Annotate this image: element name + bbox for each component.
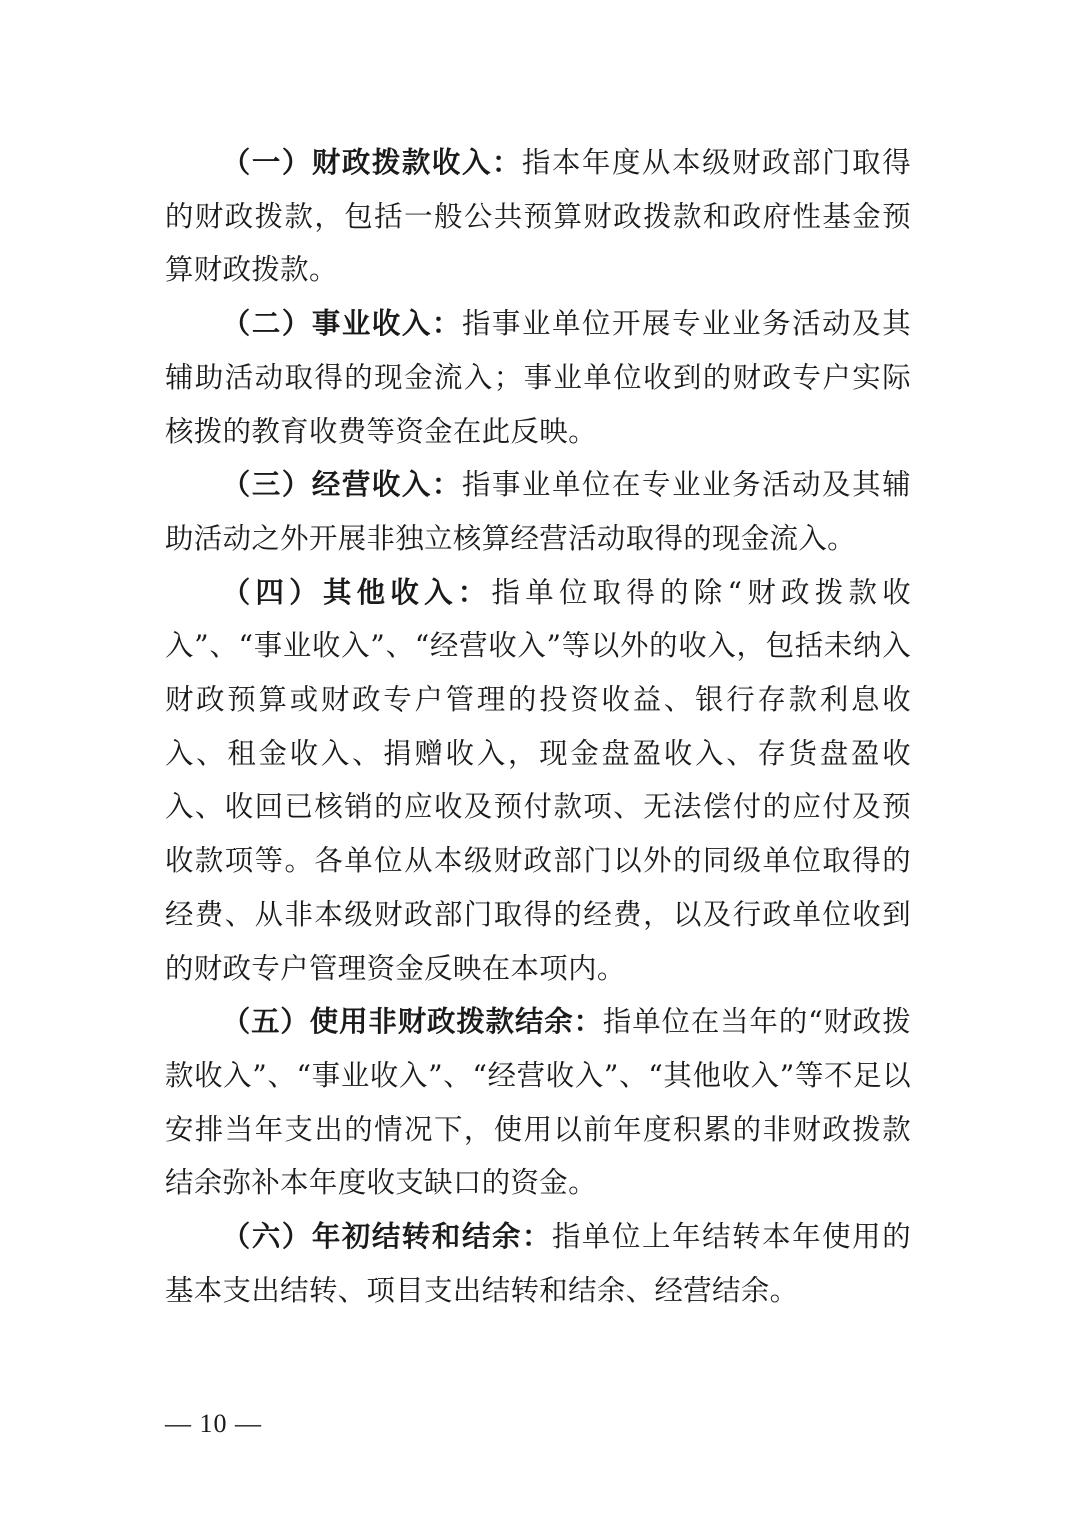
paragraph-5: [165, 995, 911, 1210]
paragraph-heading: （二）事业收入：: [221, 307, 462, 341]
paragraph-2: [165, 297, 911, 458]
paragraph-text: 指单位上年结转本年使用的基本支出结转、项目支出结转和结余、经营结余。: [165, 1220, 911, 1307]
paragraph-heading: （六）年初结转和结余：: [221, 1220, 552, 1254]
paragraph-heading: （三）经营收入：: [221, 468, 462, 502]
paragraph-text: 指单位取得的除“财政拨款收入”、“事业收入”、“经营收入”等以外的收入，包括未纳入财政预算或财政专户管理的投资收益、银行存款利息收入、租金收入、捐赠收入，现金盘盈收入、存货盘盈收入、收回已核销的应收及预付款项、无法偿付的应付及预收款项等。各单位从本级财政部门以外的同级单位取得的经费、从非本级财政部门取得的经费，以及行政单位收到的财政专户管理资金反映在本项内。: [165, 575, 911, 985]
paragraph-text: 指单位在当年的“财政拨款收入”、“事业收入”、“经营收入”、“其他收入”等不足以安排当年支出的情况下，使用以前年度积累的非财政拨款结余弥补本年度收支缺口的资金。: [165, 1005, 912, 1200]
paragraph-text: 指事业单位在专业业务活动及其辅助活动之外开展非独立核算经营活动取得的现金流入。: [165, 468, 911, 555]
paragraph-text: 指事业单位开展专业业务活动及其辅助活动取得的现金流入；事业单位收到的财政专户实际核拨的教育收费等资金在此反映。: [165, 307, 911, 448]
paragraph-text: 指本年度从本级财政部门取得的财政拨款，包括一般公共预算财政拨款和政府性基金预算财政拨款。: [165, 146, 911, 287]
paragraph-3: [165, 458, 911, 565]
paragraph-heading: （四）其他收入：: [221, 575, 492, 609]
paragraph-heading: （五）使用非财政拨款结余：: [221, 1005, 603, 1039]
paragraph-6: [165, 1210, 911, 1317]
paragraph-4: [165, 566, 911, 996]
paragraph-1: [165, 136, 911, 297]
document-body: [165, 136, 911, 1317]
page-number: — 10 —: [165, 1409, 262, 1438]
paragraph-heading: （一）财政拨款收入：: [221, 146, 522, 179]
